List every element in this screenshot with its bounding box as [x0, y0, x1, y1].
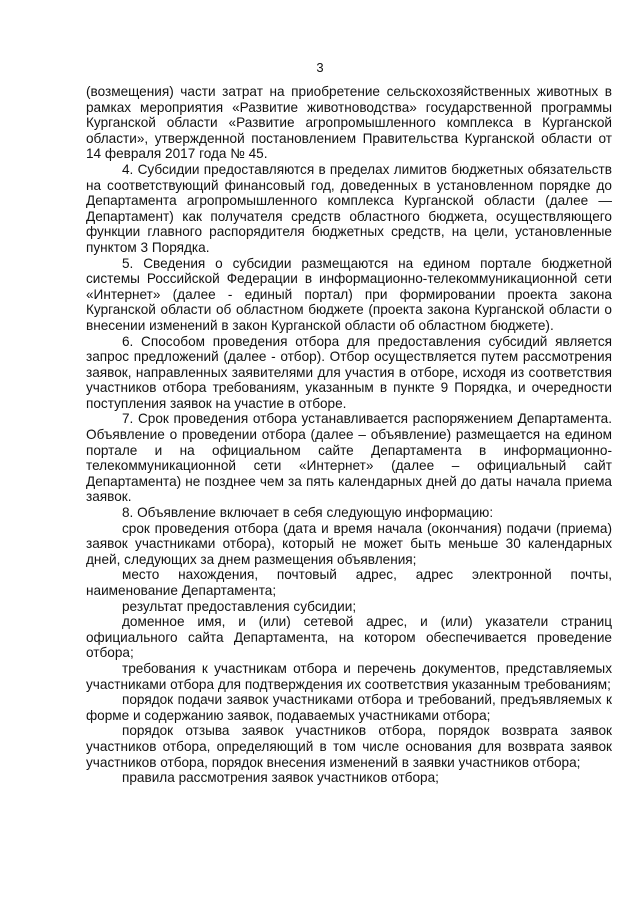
list-item: результат предоставления субсидии;	[122, 598, 357, 614]
list-item: место нахождения, почтовый адрес, адрес электронной почты, наименование Департамента;	[86, 567, 612, 598]
paragraph-5: 5. Сведения о субсидии размещаются на едином портале бюджетной системы Российской Федерации в информационно-телекоммуникационной сети «Интернет» (далее - единый портал) при формировании проекта закона Курганской области об областном бюджете (проекта закона Курганской области о внесении изменений в закон Курганской области об областном бюджете).	[86, 255, 612, 333]
list-item: порядок подачи заявок участниками отбора и требований, предъявляемых к форме и содержанию заявок, подаваемых участниками отбора;	[86, 692, 612, 723]
paragraph-8: 8. Объявление включает в себя следующую информацию:	[122, 505, 494, 521]
paragraph-6: 6. Способом проведения отбора для предоставления субсидий является запрос предложений (далее - отбор). Отбор осуществляется путем рассмотрения заявок, направленных заявителями для участия в отборе, исходя из соответствия участников отбора требованиям, указанным в пункте 9 Порядка, и очередности поступления заявок на участие в отборе.	[86, 333, 612, 411]
paragraph-4: 4. Субсидии предоставляются в пределах лимитов бюджетных обязательств на соответствующий финансовый год, доведенных в установленном порядке до Департамента агропромышленного комплекса Курганской области (далее — Департамент) как получателя средств областного бюджета, осуществляющего функции главного распорядителя бюджетных средств, на цели, установленные пунктом 3 Порядка.	[86, 161, 612, 255]
list-item: срок проведения отбора (дата и время начала (окончания) подачи (приема) заявок участниками отбора), который не может быть меньше 30 календарных дней, следующих за днем размещения объявления;	[86, 520, 612, 567]
list-item: правила рассмотрения заявок участников отбора;	[122, 770, 439, 786]
document-body	[86, 84, 612, 786]
list-item: требования к участникам отбора и перечень документов, представляемых участниками отбора для подтверждения их соответствия указанным требованиям;	[86, 660, 612, 692]
list-item: доменное имя, и (или) сетевой адрес, и (или) указатели страниц официального сайта Департамента, на котором обеспечивается проведение отбора;	[86, 614, 612, 661]
paragraph-7: 7. Срок проведения отбора устанавливается распоряжением Департамента. Объявление о проведении отбора (далее – объявление) размещается на едином портале и на официальном сайте Департамента в информационно-телекоммуникационной сети «Интернет» (далее – официальный сайт Департамента) не позднее чем за пять календарных дней до даты начала приема заявок.	[86, 411, 612, 505]
paragraph-continuation: (возмещения) части затрат на приобретение сельскохозяйственных животных в рамках мероприятия «Развитие животноводства» государственной программы Курганской области «Развитие агропромышленного комплекса в Курганской области», утвержденной постановлением Правительства Курганской области от 14 февраля 2017 года № 45.	[86, 84, 612, 162]
page-number: 3	[316, 60, 324, 75]
list-item: порядок отзыва заявок участников отбора, порядок возврата заявок участников отбора, определяющий в том числе основания для возврата заявок участников отбора, порядок внесения изменений в заявки участников отбора;	[86, 723, 612, 770]
